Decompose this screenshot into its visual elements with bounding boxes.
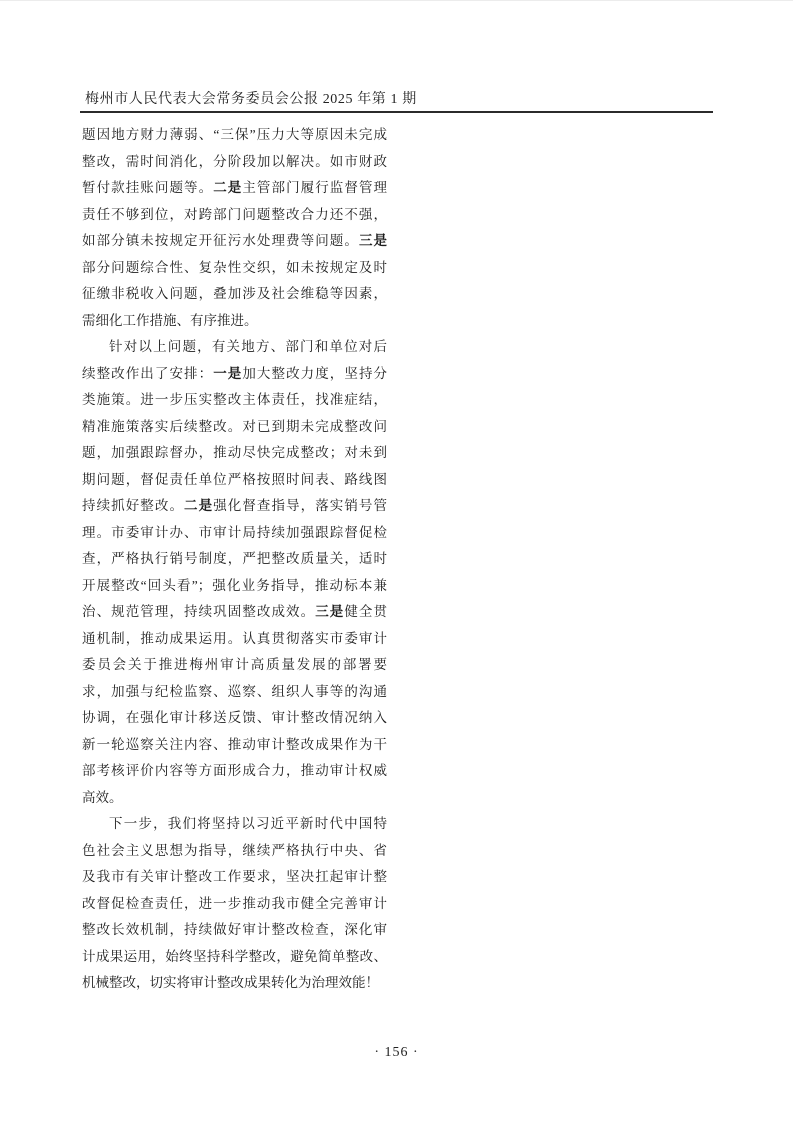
text-run: 下一步，我们将坚持以习近平新时代中国特 — [109, 816, 387, 831]
text-run: 精准施策落实后续整改。对已到期未完成整改问 — [82, 418, 387, 434]
text-run: 查，严格执行销号制度，严把整改质量关，适时 — [82, 551, 387, 566]
text-run: 题因地方财力薄弱、“三保”压力大等原因未完成 — [82, 127, 387, 142]
text-run: 主管部门履行监督管理 — [242, 180, 387, 195]
text-line — [82, 546, 387, 573]
text-line — [82, 626, 387, 653]
text-line — [82, 970, 387, 997]
page-number: · 156 · — [374, 1045, 419, 1060]
text-run: 求，加强与纪检监察、巡察、组织人事等的沟通 — [82, 683, 387, 699]
text-run: 责任不够到位，对跨部门问题整改合力还不强， — [82, 206, 387, 222]
text-run: 如部分镇未按规定开征污水处理费等问题。 — [82, 233, 359, 248]
text-run: 新一轮巡察关注内容、推动审计整改成果作为干 — [82, 736, 387, 752]
text-run: 续整改作出了安排： — [82, 365, 214, 381]
text-line — [82, 811, 387, 838]
text-run: 改督促检查责任，进一步推动我市健全完善审计 — [82, 895, 387, 911]
text-run: 治、规范管理，持续巩固整改成效。 — [82, 604, 316, 619]
text-run: 类施策。进一步压实整改主体责任，找准症结， — [82, 392, 387, 407]
text-line — [82, 149, 387, 176]
text-run: 高效。 — [82, 789, 123, 805]
text-line — [82, 599, 387, 626]
text-line — [82, 467, 387, 494]
text-run: 期问题，督促责任单位严格按照时间表、路线图 — [82, 471, 387, 487]
header-rule — [80, 111, 713, 113]
text-run: 暂付款挂账问题等。 — [82, 180, 214, 195]
text-run: 需细化工作措施、有序推进。 — [82, 312, 258, 328]
text-line — [82, 228, 387, 255]
bold-run: 二是 — [184, 498, 214, 513]
text-run: 色社会主义思想为指导，继续严格执行中央、省 — [82, 842, 387, 858]
text-line — [82, 705, 387, 732]
text-line — [82, 520, 387, 547]
text-line — [82, 652, 387, 679]
text-line — [82, 732, 387, 759]
text-run: 加大整改力度，坚持分 — [242, 365, 387, 381]
text-run: 部分问题综合性、复杂性交织，如未按规定及时 — [82, 259, 387, 275]
text-run: 健全贯 — [344, 604, 387, 619]
text-line — [82, 785, 387, 812]
text-line — [82, 122, 387, 149]
page-footer — [0, 1045, 793, 1061]
text-run: 整改长效机制，持续做好审计整改检查，深化审 — [82, 922, 387, 937]
text-line — [82, 414, 387, 441]
text-run: 持续抓好整改。 — [82, 498, 185, 513]
text-line — [82, 308, 387, 335]
text-line — [82, 361, 387, 388]
text-line — [82, 838, 387, 865]
text-line — [82, 255, 387, 282]
text-line — [82, 891, 387, 918]
text-line — [82, 440, 387, 467]
text-line — [82, 175, 387, 202]
text-line — [82, 679, 387, 706]
text-line — [82, 573, 387, 600]
text-run: 题，加强跟踪督办，推动尽快完成整改；对未到 — [82, 445, 387, 460]
body-text — [82, 122, 387, 997]
bold-run: 三是 — [358, 233, 387, 248]
text-run: 部考核评价内容等方面形成合力，推动审计权威 — [82, 763, 387, 778]
bold-run: 二是 — [213, 180, 243, 195]
text-line — [82, 758, 387, 785]
text-run: 强化督查指导，落实销号管 — [213, 498, 387, 513]
bold-run: 一是 — [213, 365, 243, 381]
text-run: 通机制，推动成果运用。认真贯彻落实市委审计 — [82, 630, 387, 646]
text-run: 整改，需时间消化，分阶段加以解决。如市财政 — [82, 153, 387, 169]
text-run: 委员会关于推进梅州审计高质量发展的部署要 — [82, 657, 387, 672]
text-line — [82, 493, 387, 520]
text-run: 征缴非税收入问题，叠加涉及社会维稳等因素， — [82, 286, 387, 301]
text-line — [82, 202, 387, 229]
text-line — [82, 334, 387, 361]
text-line — [82, 387, 387, 414]
text-run: 开展整改“回头看”；强化业务指导，推动标本兼 — [82, 577, 387, 593]
bold-run: 三是 — [315, 604, 345, 619]
text-run: 及我市有关审计整改工作要求，坚决扛起审计整 — [82, 869, 387, 884]
page-header — [85, 88, 715, 108]
header-title: 梅州市人民代表大会常务委员会公报 2025 年第 1 期 — [85, 92, 417, 107]
text-run: 机械整改，切实将审计整改成果转化为治理效能！ — [82, 975, 379, 990]
text-run: 理。市委审计办、市审计局持续加强跟踪督促检 — [82, 524, 387, 540]
text-line — [82, 917, 387, 944]
text-line — [82, 944, 387, 971]
text-line — [82, 864, 387, 891]
text-line — [82, 281, 387, 308]
text-run: 协调，在强化审计移送反馈、审计整改情况纳入 — [82, 710, 387, 725]
text-run: 针对以上问题，有关地方、部门和单位对后 — [109, 339, 387, 354]
text-run: 计成果运用，始终坚持科学整改，避免简单整改、 — [82, 948, 387, 964]
